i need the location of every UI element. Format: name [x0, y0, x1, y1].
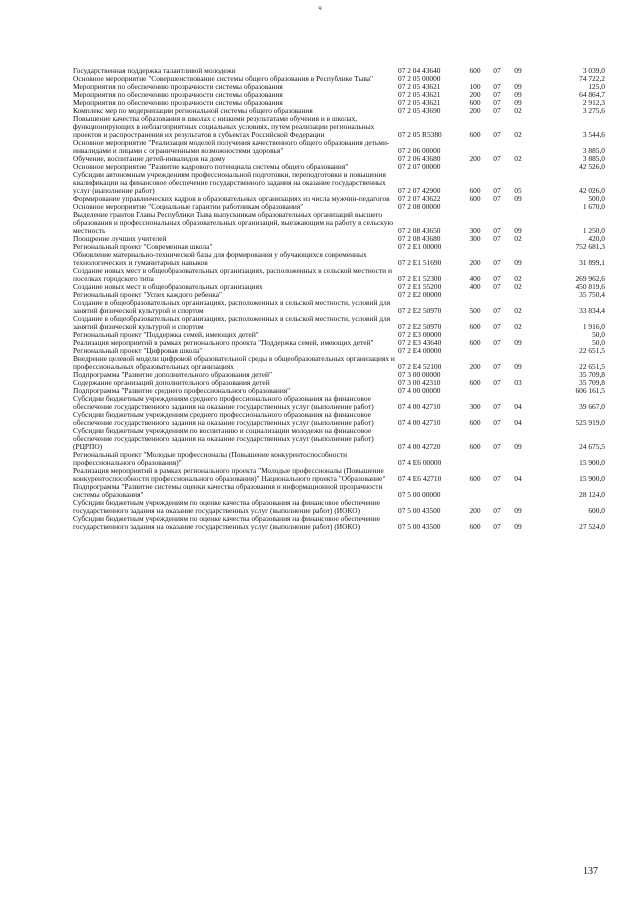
row-expense-type: [462, 139, 488, 155]
row-section: 07: [493, 402, 501, 411]
row-name: Субсидии автономным учреждениям профессиональной подготовки, переподготовки и повышения квалификации на финансовое обеспечение государственного задания на оказание государственных услуг (выполнение работ): [73, 170, 386, 195]
row-amount: 606 161,5: [575, 386, 605, 395]
row-target-code: 07 2 07 43622: [398, 194, 441, 203]
row-expense-type: 300: [469, 402, 481, 411]
row-name: Подпрограмма "Развитие дополнительного образования детей": [73, 370, 273, 379]
row-name: Мероприятия по обеспечению прозрачности системы образования: [73, 98, 283, 107]
row-subsection: 09: [514, 66, 522, 75]
row-expense-type: 200: [469, 106, 481, 115]
row-amount: 39 667,0: [579, 402, 605, 411]
row-section: 07: [493, 274, 501, 283]
row-subsection: 04: [514, 418, 522, 427]
row-subsection: 09: [514, 442, 522, 451]
row-name: Региональный проект "Современная школа": [73, 242, 213, 251]
row-amount: 33 834,4: [579, 306, 605, 315]
row-target-code: 07 2 E2 50970: [398, 306, 442, 315]
row-expense-type: 600: [469, 522, 481, 531]
row-name: Создание новых мест в общеобразовательных организациях: [73, 282, 263, 291]
row-name: Субсидии бюджетным учреждениям по оценке качества образования на финансовое обеспечение государственного задания на оказание государственных услуг (выполнение работ) (ИОКО): [73, 498, 380, 515]
page-number: 137: [583, 866, 598, 877]
row-amount: 50,0: [592, 338, 605, 347]
row-subsection: 02: [514, 274, 522, 283]
row-amount: 31 899,1: [579, 258, 605, 267]
row-section: 07: [493, 194, 501, 203]
row-amount: 125,0: [588, 82, 605, 91]
row-expense-type: [462, 451, 488, 467]
row-amount: 15 900,0: [579, 458, 605, 467]
row-amount: 3 885,0: [582, 154, 605, 163]
row-target-code: 07 2 E4 00000: [398, 346, 442, 355]
row-name: Создание в общеобразовательных организациях, расположенных в сельской местности, условий для занятий физической культурой и спортом: [73, 314, 391, 331]
table-row: [73, 355, 605, 371]
row-name: Формирование управленческих кадров в образовательных организациях из числа мужчин-педагогов: [73, 194, 390, 203]
row-amount: 35 750,4: [579, 290, 605, 299]
row-name: Поощрение лучших учителей: [73, 234, 167, 243]
row-expense-type: 200: [469, 362, 481, 371]
row-subsection: 03: [514, 378, 522, 387]
row-target-code: 07 2 05 00000: [398, 74, 441, 83]
row-target-code: 07 2 05 43621: [398, 90, 441, 99]
row-name: Комплекс мер по модернизации региональной системы общего образования: [73, 106, 313, 115]
row-name: Мероприятия по обеспечению прозрачности системы образования: [73, 82, 283, 91]
row-amount: 74 722,2: [579, 74, 605, 83]
row-section: 07: [493, 322, 501, 331]
row-amount: 600,0: [588, 506, 605, 515]
row-expense-type: 200: [469, 258, 481, 267]
row-target-code: 07 5 00 00000: [398, 490, 441, 499]
row-subsection: 02: [514, 282, 522, 291]
row-expense-type: 100: [469, 82, 481, 91]
row-amount: 420,0: [588, 234, 605, 243]
table-row: [73, 515, 605, 531]
row-expense-type: 500: [469, 306, 481, 315]
row-target-code: 07 2 07 00000: [398, 162, 441, 171]
budget-table: [73, 67, 605, 531]
row-target-code: 07 2 E3 43640: [398, 338, 442, 347]
row-subsection: 09: [514, 90, 522, 99]
row-section: 07: [493, 522, 501, 531]
row-subsection: [506, 291, 530, 299]
row-name: Основное мероприятие "Развитие кадрового потенциала системы общего образования": [73, 162, 349, 171]
row-target-code: 07 5 00 43500: [398, 522, 441, 531]
row-name: Государственная поддержка талантливой молодежи: [73, 66, 236, 75]
row-expense-type: 600: [469, 98, 481, 107]
row-subsection: 02: [514, 106, 522, 115]
row-subsection: 09: [514, 194, 522, 203]
row-subsection: [506, 203, 530, 211]
row-target-code: 07 4 E6 00000: [398, 458, 442, 467]
row-name: Региональный проект "Цифровая школа": [73, 346, 203, 355]
row-name: Субсидии бюджетным учреждениям среднего профессионального образования на финансовое обеспечение государственного задания на оказание государственных услуг (выполнение работ): [73, 394, 374, 411]
row-expense-type: 600: [469, 130, 481, 139]
row-subsection: 09: [514, 338, 522, 347]
row-section: 07: [493, 66, 501, 75]
row-subsection: 09: [514, 82, 522, 91]
row-target-code: 07 3 00 42310: [398, 378, 441, 387]
row-section: [488, 139, 506, 155]
row-target-code: 07 2 04 43640: [398, 66, 441, 75]
table-row: [73, 427, 605, 451]
row-amount: 15 900,0: [579, 474, 605, 483]
row-section: 07: [493, 130, 501, 139]
row-name: Мероприятия по обеспечению прозрачности системы образования: [73, 90, 283, 99]
row-target-code: 07 2 E1 00000: [398, 242, 442, 251]
row-expense-type: 600: [469, 194, 481, 203]
row-section: 07: [493, 98, 501, 107]
row-expense-type: 600: [469, 186, 481, 195]
row-target-code: 07 2 E4 52100: [398, 362, 442, 371]
row-section: 07: [493, 338, 501, 347]
row-amount: 27 524,0: [579, 522, 605, 531]
row-name: Выделение грантов Главы Республики Тыва выпускникам образовательных организаций высшего образования и профессиональных образовательных организаций, выезжающим на работу в сельскую местность: [73, 210, 393, 235]
row-section: [488, 243, 506, 251]
row-target-code: 07 5 00 43500: [398, 506, 441, 515]
row-section: 07: [493, 506, 501, 515]
row-subsection: 09: [514, 362, 522, 371]
row-amount: 3 544,6: [582, 130, 605, 139]
row-subsection: 02: [514, 234, 522, 243]
table-row: [73, 483, 605, 499]
row-section: 07: [493, 90, 501, 99]
row-subsection: 09: [514, 258, 522, 267]
table-row: [73, 171, 605, 195]
row-expense-type: 600: [469, 66, 481, 75]
row-subsection: [506, 347, 530, 355]
row-expense-type: 200: [469, 506, 481, 515]
row-section: 07: [493, 186, 501, 195]
row-name: Региональный проект "Молодые профессионалы (Повышение конкурентоспособности профессионального образования)": [73, 450, 348, 467]
row-amount: 35 709,8: [579, 378, 605, 387]
row-target-code: 07 4 00 42720: [398, 442, 441, 451]
row-section: 07: [493, 154, 501, 163]
row-section: [488, 387, 506, 395]
row-amount: 42 026,0: [579, 186, 605, 195]
row-amount: 269 962,6: [575, 274, 605, 283]
row-section: [488, 203, 506, 211]
row-target-code: 07 2 06 43680: [398, 154, 441, 163]
row-amount: 22 651,5: [579, 362, 605, 371]
row-name: Создание в общеобразовательных организациях, расположенных в сельской местности, условий для занятий физической культурой и спортом: [73, 298, 391, 315]
table-row: [73, 467, 605, 483]
row-section: 07: [493, 418, 501, 427]
row-target-code: 07 2 06 00000: [398, 146, 441, 155]
row-expense-type: 600: [469, 418, 481, 427]
row-expense-type: [462, 387, 488, 395]
row-name: Реализация мероприятий в рамках регионального проекта "Молодые профессионалы (Повышение конкурентоспособности профессионального образования)" Национального проекта "Образование": [73, 466, 386, 483]
row-section: [488, 163, 506, 171]
row-name: Обучение, воспитание детей-инвалидов на дому: [73, 154, 226, 163]
row-name: Субсидии бюджетным учреждениям по воспитанию и социализации молодежи на финансовое обеспечение государственного задания на оказание государственных услуг (выполнение работ) (РЦРПО): [73, 426, 374, 451]
row-name: Основное мероприятие "Социальные гарантии работникам образования": [73, 202, 304, 211]
row-section: 07: [493, 282, 501, 291]
row-amount: 22 651,5: [579, 346, 605, 355]
row-subsection: 04: [514, 402, 522, 411]
row-subsection: 05: [514, 186, 522, 195]
row-expense-type: [462, 291, 488, 299]
row-target-code: 07 2 E2 00000: [398, 290, 442, 299]
row-subsection: [506, 483, 530, 499]
row-expense-type: 300: [469, 234, 481, 243]
row-amount: 525 919,0: [575, 418, 605, 427]
row-amount: 3 275,6: [582, 106, 605, 115]
table-row: [73, 499, 605, 515]
table-row: [73, 267, 605, 283]
row-subsection: 09: [514, 506, 522, 515]
row-subsection: 09: [514, 98, 522, 107]
row-subsection: [506, 243, 530, 251]
row-expense-type: [462, 483, 488, 499]
row-subsection: 02: [514, 322, 522, 331]
row-target-code: 07 2 05 43690: [398, 106, 441, 115]
row-amount: 500,0: [588, 194, 605, 203]
row-expense-type: 600: [469, 338, 481, 347]
row-target-code: 07 4 E6 42710: [398, 474, 442, 483]
row-target-code: 07 2 05 R5380: [398, 130, 442, 139]
row-target-code: 07 2 05 43621: [398, 98, 441, 107]
row-amount: 1 250,0: [582, 226, 605, 235]
row-section: 07: [493, 234, 501, 243]
row-subsection: 02: [514, 154, 522, 163]
row-subsection: 02: [514, 306, 522, 315]
row-target-code: 07 2 08 43680: [398, 234, 441, 243]
row-amount: 1 916,0: [582, 322, 605, 331]
row-expense-type: 400: [469, 274, 481, 283]
row-target-code: 07 2 E2 50970: [398, 322, 442, 331]
row-subsection: 09: [514, 522, 522, 531]
row-amount: 42 526,0: [579, 162, 605, 171]
row-amount: 50,0: [592, 330, 605, 339]
row-name: Субсидии бюджетным учреждениям по оценке качества образования на финансовое обеспечение государственного задания на оказание государственных услуг (выполнение работ) (ИОКО): [73, 514, 380, 531]
row-expense-type: 200: [469, 154, 481, 163]
row-subsection: [506, 451, 530, 467]
row-subsection: [506, 163, 530, 171]
row-amount: 35 709,8: [579, 370, 605, 379]
row-section: 07: [493, 226, 501, 235]
row-name: Содержание организаций дополнительного образования детей: [73, 378, 270, 387]
row-section: [488, 347, 506, 355]
row-target-code: 07 2 E1 51690: [398, 258, 442, 267]
row-section: 07: [493, 378, 501, 387]
row-target-code: 07 2 08 00000: [398, 202, 441, 211]
table-row: [73, 115, 605, 139]
row-target-code: 07 4 00 00000: [398, 386, 441, 395]
row-name: Реализация мероприятий в рамках регионального проекта "Поддержка семей, имеющих детей": [73, 338, 374, 347]
table-row: [73, 139, 605, 155]
row-subsection: [506, 139, 530, 155]
row-name: Региональный проект "Успех каждого ребенка": [73, 290, 223, 299]
table-row: [73, 211, 605, 235]
row-name: Создание новых мест в общеобразовательных организациях, расположенных в сельской местности и поселках городского типа: [73, 266, 392, 283]
row-name: Региональный проект "Поддержка семей, имеющих детей": [73, 330, 259, 339]
row-amount: 28 124,0: [579, 490, 605, 499]
row-section: 07: [493, 474, 501, 483]
row-target-code: 07 4 00 42710: [398, 418, 441, 427]
row-target-code: 07 2 08 43650: [398, 226, 441, 235]
row-name: Подпрограмма "Развитие системы оценки качества образования и информационной прозрачности системы образования": [73, 482, 383, 499]
row-section: [488, 483, 506, 499]
row-section: [488, 451, 506, 467]
row-target-code: 07 2 E1 55200: [398, 282, 442, 291]
row-expense-type: [462, 243, 488, 251]
row-expense-type: [462, 347, 488, 355]
row-amount: 450 819,6: [575, 282, 605, 291]
row-expense-type: 300: [469, 226, 481, 235]
row-subsection: 09: [514, 226, 522, 235]
row-expense-type: 600: [469, 474, 481, 483]
row-name: Основное мероприятие "Совершенствование системы общего образования в Республике Тыва": [73, 74, 374, 83]
table-row: [73, 411, 605, 427]
row-section: 07: [493, 362, 501, 371]
row-target-code: 07 2 05 43621: [398, 82, 441, 91]
row-amount: 64 864,7: [579, 90, 605, 99]
row-expense-type: [462, 203, 488, 211]
row-name: Повышение качества образования в школах с низкими результатами обучения и в школах, функционирующих в неблагоприятных социальных условиях, путем реализации региональных проектов и распространения их результатов в субъектах Российской Федерации: [73, 114, 375, 139]
row-subsection: 04: [514, 474, 522, 483]
row-amount: 1 670,0: [582, 202, 605, 211]
row-subsection: [506, 387, 530, 395]
row-target-code: 07 4 00 42710: [398, 402, 441, 411]
row-amount: 3 885,0: [582, 146, 605, 155]
row-expense-type: 600: [469, 442, 481, 451]
row-expense-type: [462, 163, 488, 171]
row-amount: 3 039,0: [582, 66, 605, 75]
row-expense-type: 600: [469, 378, 481, 387]
top-page-mark: ч: [318, 4, 322, 12]
table-row: [73, 451, 605, 467]
row-target-code: 07 2 E1 52300: [398, 274, 442, 283]
row-expense-type: 600: [469, 322, 481, 331]
row-name: Внедрение целевой модели цифровой образовательной среды в общеобразовательных организациях и профессиональных образовательных организациях: [73, 354, 395, 371]
row-section: [488, 291, 506, 299]
table-row: [73, 395, 605, 411]
budget-table-body: [73, 67, 605, 531]
row-target-code: 07 2 E3 00000: [398, 330, 442, 339]
row-section: 07: [493, 82, 501, 91]
row-amount: 2 912,3: [582, 98, 605, 107]
row-section: 07: [493, 106, 501, 115]
row-section: 07: [493, 442, 501, 451]
row-name: Субсидии бюджетным учреждениям среднего профессионального образования на финансовое обеспечение государственного задания на оказание государственных услуг (выполнение работ): [73, 410, 374, 427]
row-subsection: 02: [514, 130, 522, 139]
row-section: 07: [493, 258, 501, 267]
row-name: Подпрограмма "Развитие среднего профессионального образования": [73, 386, 291, 395]
table-row: [73, 251, 605, 267]
row-target-code: 07 2 07 42900: [398, 186, 441, 195]
row-name: Обновление материально-технической базы для формирования у обучающихся современных технологических и гуманитарных навыков: [73, 250, 367, 267]
row-expense-type: 200: [469, 90, 481, 99]
row-amount: 24 675,5: [579, 442, 605, 451]
table-row: [73, 299, 605, 315]
row-target-code: 07 3 00 00000: [398, 370, 441, 379]
table-row: [73, 315, 605, 331]
row-section: 07: [493, 306, 501, 315]
row-amount: 752 681,3: [575, 242, 605, 251]
row-expense-type: 400: [469, 282, 481, 291]
row-name: Основное мероприятие "Реализация моделей получения качественного общего образования детьми-инвалидами и лицами с ограниченными возможностями здоровья": [73, 138, 390, 155]
